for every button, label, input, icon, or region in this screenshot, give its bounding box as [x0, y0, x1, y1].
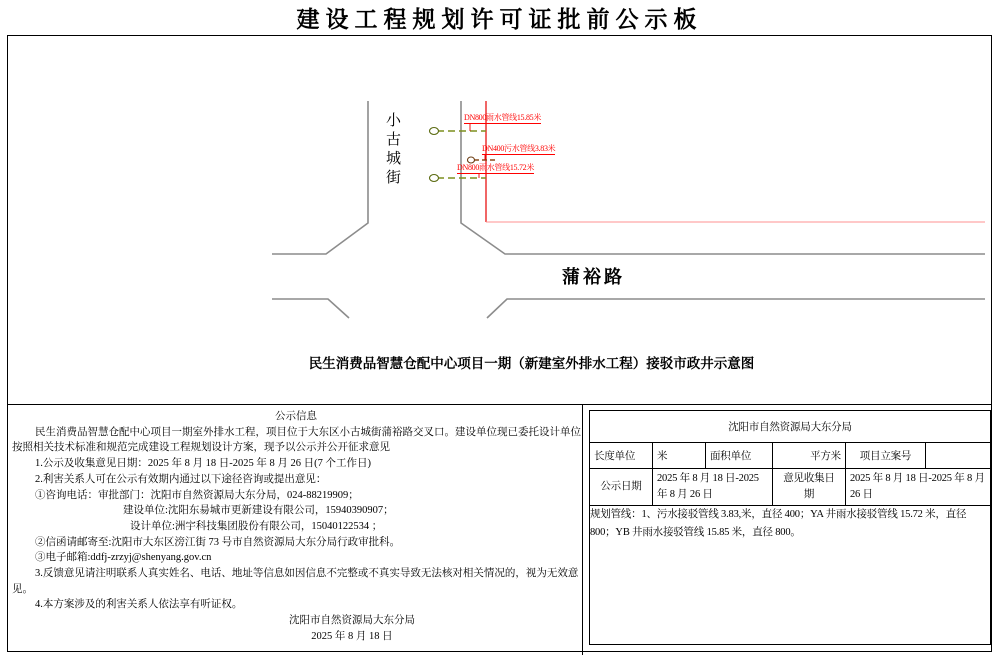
notice-line: 1.公示及收集意见日期：2025 年 8 月 18 日-2025 年 8 月 26 日(7 个工作日) [35, 458, 371, 470]
site-diagram [8, 36, 991, 405]
notice-line: ③电子邮箱:ddfj-zrzyj@shenyang.gov.cn [35, 552, 212, 564]
notice-line: 民生消费品智慧仓配中心项目一期室外排水工程，项目位于大东区小古城街蒲裕路交叉口。建设单位现已委托设计单位 [35, 426, 581, 438]
notice-line: ②信函请邮寄至:沈阳市大东区滂江街 73 号市自然资源局大东分局行政审批科。 [35, 536, 401, 548]
notice-signature-org: 沈阳市自然资源局大东分局 [288, 615, 415, 627]
page-title: 建设工程规划许可证批前公示板 [296, 7, 703, 32]
road-edges [272, 101, 985, 318]
road-edge-southeast [487, 299, 985, 318]
pipe-label-sewage: DN400污水管线3.83米 [482, 144, 556, 153]
site-plan-drawing [8, 36, 991, 404]
street-label-vertical: 小古城街 [384, 112, 400, 188]
area-unit-value: 平方米 [772, 443, 845, 469]
street-label-horizontal: 蒲裕路 [562, 267, 625, 287]
length-unit-label: 长度单位 [589, 443, 652, 469]
road-edge-southwest [272, 299, 349, 318]
area-unit-label: 面积单位 [705, 443, 772, 469]
well-circle-icon [430, 128, 439, 135]
notice-info-panel [8, 405, 583, 655]
red-boundary-line [486, 101, 985, 222]
notice-line: 设计单位:洲宇科技集团股份有限公司，15040122534 ； [130, 520, 383, 532]
notice-signature-date: 2025 年 8 月 18 日 [311, 630, 393, 642]
pipe-label-rain-bottom: DN800雨水管线15.72米 [457, 163, 535, 172]
collect-date-value: 2025 年 8 月 18 日-2025 年 8 月 26 日 [845, 469, 990, 506]
bureau-title: 沈阳市自然资源局大东分局 [589, 411, 990, 443]
case-number-value [925, 443, 990, 469]
board-frame [7, 35, 992, 652]
pipeline-note: 规划管线：1、污水接驳管线 3.83,米，直径 400；YA 井雨水接驳管线 15.72 米，直径 800；YB 井雨水接驳管线 15.85 米，直径 800。 [589, 506, 990, 645]
notice-line: 3.反馈意见请注明联系人真实姓名、电话、地址等信息如因信息不完整或不真实导致无法核对相关情况的，视为无效意 [35, 568, 579, 580]
notice-line: 按照相关技术标准和规范完成建设工程规划设计方案，现予以公示并公开征求意见 [12, 442, 390, 454]
length-unit-value: 米 [652, 443, 705, 469]
notice-heading: 公示信息 [274, 411, 317, 422]
publish-date-value: 2025 年 8 月 18 日-2025 年 8 月 26 日 [652, 469, 772, 506]
notice-line: ①咨询电话：审批部门：沈阳市自然资源局大东分局，024-88219909； [35, 489, 359, 501]
pipe-label-rain-top: DN800雨水管线15.85米 [464, 113, 542, 122]
notice-line: 2.利害关系人可在公示有效期内通过以下途径咨询或提出意见： [35, 473, 327, 485]
bureau-panel [583, 405, 991, 651]
road-edge-northwest [272, 101, 368, 254]
notice-line: 见。 [12, 583, 33, 595]
case-number-label: 项目立案号 [845, 443, 925, 469]
collect-date-label: 意见收集日期 [772, 469, 845, 506]
bureau-table [589, 410, 991, 645]
diagram-caption: 民生消费品智慧仓配中心项目一期（新建室外排水工程）接驳市政井示意图 [308, 356, 755, 371]
notice-line: 4.本方案涉及的利害关系人依法享有听证权。 [35, 599, 243, 611]
well-circle-icon [430, 175, 439, 182]
notice-line: 建设单位:沈阳东昜城市更新建设有限公司，15940390907； [123, 505, 394, 517]
bottom-section [8, 405, 991, 651]
publish-date-label: 公示日期 [589, 469, 652, 506]
